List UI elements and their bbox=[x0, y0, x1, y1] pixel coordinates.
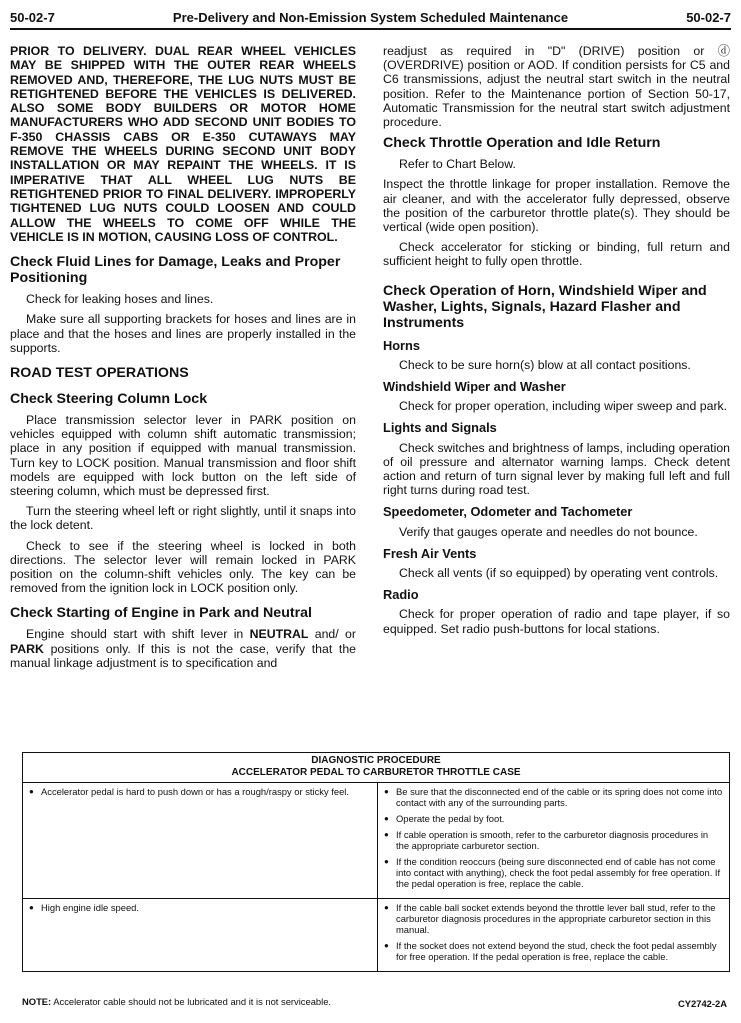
diagnostic-table-header bbox=[23, 753, 729, 783]
table-row bbox=[23, 899, 729, 972]
horns-subheading: Horns bbox=[383, 337, 420, 353]
throttle-paragraph-1: Refer to Chart Below. bbox=[399, 157, 516, 172]
steering-lock-paragraph-2: Turn the steering wheel left or right slightly, until it snaps into the lock detent. bbox=[10, 504, 356, 533]
vents-paragraph: Check all vents (if so equipped) by operating vent controls. bbox=[399, 566, 719, 581]
page-title: Pre-Delivery and Non-Emission System Scheduled Maintenance bbox=[172, 9, 569, 25]
action-item: ● If the condition reoccurs (being sure disconnected end of cable has not come into contact with anything), check the foot pedal assembly for free operation. If the pedal operation is free, replace the cable. bbox=[384, 856, 723, 889]
condition-item: ● Accelerator pedal is hard to push down or has a rough/raspy or sticky feel. bbox=[29, 786, 371, 797]
lights-paragraph: Check switches and brightness of lamps, including operation of oil pressure and alternator warning lamps. Check detent action and return of turn signal lever by making full left and full right turns during road test. bbox=[383, 440, 730, 498]
lug-nut-warning: PRIOR TO DELIVERY. DUAL REAR WHEEL VEHICLES MAY BE SHIPPED WITH THE OUTER REAR WHEELS REMOVED AND, THEREFORE, THE LUG NUTS MUST BE RETIGHTENED BEFORE THE VEHICLES IS DELIVERED. ALSO SOME BODY BUILDERS OR MOTOR HOME MANUFACTURERS WHO ADD SECOND UNIT BODIES TO F-350 CHASSIS CABS OR E-350 CUTAWAYS MAY REMOVE THE WHEELS DURING SECOND UNIT BODY INSTALLATION OR MAY REPAINT THE WHEELS. IT IS IMPERATIVE THAT ALL WHEEL LUG NUTS BE RETIGHTENED PRIOR TO FINAL DELIVERY. IMPROPERLY TIGHTENED LUG NUTS COULD LOOSEN AND COULD ALLOW THE WHEELS TO COME OFF WHILE THE VEHICLE IS IN MOTION, CAUSING LOSS OF CONTROL. bbox=[10, 44, 356, 244]
radio-paragraph: Check for proper operation of radio and tape player, if so equipped. Set radio push-buttons for local stations. bbox=[383, 607, 730, 636]
action-item: ● If cable operation is smooth, refer to the carburetor diagnosis procedures in the appropriate carburetor section. bbox=[384, 829, 723, 851]
vents-subheading: Fresh Air Vents bbox=[383, 545, 477, 561]
horn-wiper-heading: Check Operation of Horn, Windshield Wiper and Washer, Lights, Signals, Hazard Flasher and Instruments bbox=[383, 282, 707, 331]
steering-lock-paragraph-3: Check to see if the steering wheel is locked in both directions. The selector lever will remain locked in PARK position on the column-shift vehicles only. The key can be removed from the ignition lock in LOCK position only. bbox=[10, 538, 356, 596]
throttle-paragraph-2: Inspect the throttle linkage for proper installation. Remove the air cleaner, and with the accelerator fully depressed, observe the position of the carburetor throttle plate(s). They should be vertical (wide open position). bbox=[383, 177, 730, 235]
speedometer-paragraph: Verify that gauges operate and needles do not bounce. bbox=[399, 524, 698, 539]
page-number-right: 50-02-7 bbox=[686, 9, 731, 25]
neutral-switch-paragraph: readjust as required in "D" (DRIVE) position or ⓓ (OVERDRIVE) position or AOD. If condition persists for C5 and C6 transmissions, adjust the neutral start switch in the neutral position. Refer to the Maintenance portion of Section 50-17, Automatic Transmission for the neutral start switch adjustment procedure. bbox=[383, 44, 730, 130]
fluid-lines-heading: Check Fluid Lines for Damage, Leaks and Proper Positioning bbox=[10, 254, 341, 287]
action-item: ● If the socket does not extend beyond the stud, check the foot pedal assembly for free operation. If the pedal operation is free, replace the cable. bbox=[384, 940, 723, 962]
road-test-heading: ROAD TEST OPERATIONS bbox=[10, 364, 189, 381]
left-column bbox=[10, 44, 356, 676]
right-column bbox=[383, 44, 730, 642]
action-item: ● Operate the pedal by foot. bbox=[384, 813, 723, 824]
radio-subheading: Radio bbox=[383, 587, 419, 603]
fluid-lines-paragraph-1: Check for leaking hoses and lines. bbox=[26, 292, 214, 307]
table-row bbox=[23, 783, 729, 899]
figure-id: CY2742-2A bbox=[678, 998, 727, 1009]
lights-subheading: Lights and Signals bbox=[383, 420, 497, 436]
condition-item: ● High engine idle speed. bbox=[29, 902, 371, 913]
wiper-subheading: Windshield Wiper and Washer bbox=[383, 379, 566, 395]
speedometer-subheading: Speedometer, Odometer and Tachometer bbox=[383, 504, 633, 520]
table-note: NOTE: Accelerator cable should not be lubricated and it is not serviceable. bbox=[22, 996, 332, 1007]
diagnostic-subtitle: ACCELERATOR PEDAL TO CARBURETOR THROTTLE CASE bbox=[231, 767, 521, 778]
horns-paragraph: Check to be sure horn(s) blow at all contact positions. bbox=[399, 357, 691, 372]
wiper-paragraph: Check for proper operation, including wiper sweep and park. bbox=[399, 399, 728, 414]
page-number-left: 50-02-7 bbox=[10, 9, 55, 25]
throttle-paragraph-3: Check accelerator for sticking or binding, full return and sufficient height to fully open throttle. bbox=[383, 240, 730, 269]
diagnostic-title: DIAGNOSTIC PROCEDURE bbox=[311, 755, 441, 766]
steering-lock-heading: Check Steering Column Lock bbox=[10, 390, 208, 407]
engine-start-heading: Check Starting of Engine in Park and Neutral bbox=[10, 605, 312, 622]
action-item: ● If the cable ball socket extends beyond the throttle lever ball stud, refer to the carburetor diagnosis procedures in the appropriate carburetor section in this manual. bbox=[384, 902, 723, 935]
steering-lock-paragraph-1: Place transmission selector lever in PARK position on vehicles equipped with column shift automatic transmission; place in any position if equipped with manual transmission. Turn key to LOCK position. Manual transmission and floor shift models are equipped with lock button on the left side of steering column, which must be depressed first. bbox=[10, 412, 356, 498]
fluid-lines-paragraph-2: Make sure all supporting brackets for hoses and lines are in place and that the hoses and lines are properly installed in the supports. bbox=[10, 312, 356, 355]
diagnostic-procedure-table bbox=[22, 752, 730, 972]
engine-start-paragraph: Engine should start with shift lever in NEUTRAL and/ or PARK positions only. If this is not the case, verify that the manual linkage adjustment is to specification and bbox=[10, 627, 356, 670]
action-item: ● Be sure that the disconnected end of the cable or its spring does not come into contact with any of the surrounding parts. bbox=[384, 786, 723, 808]
page-header bbox=[10, 6, 731, 30]
throttle-heading: Check Throttle Operation and Idle Return bbox=[383, 135, 661, 152]
